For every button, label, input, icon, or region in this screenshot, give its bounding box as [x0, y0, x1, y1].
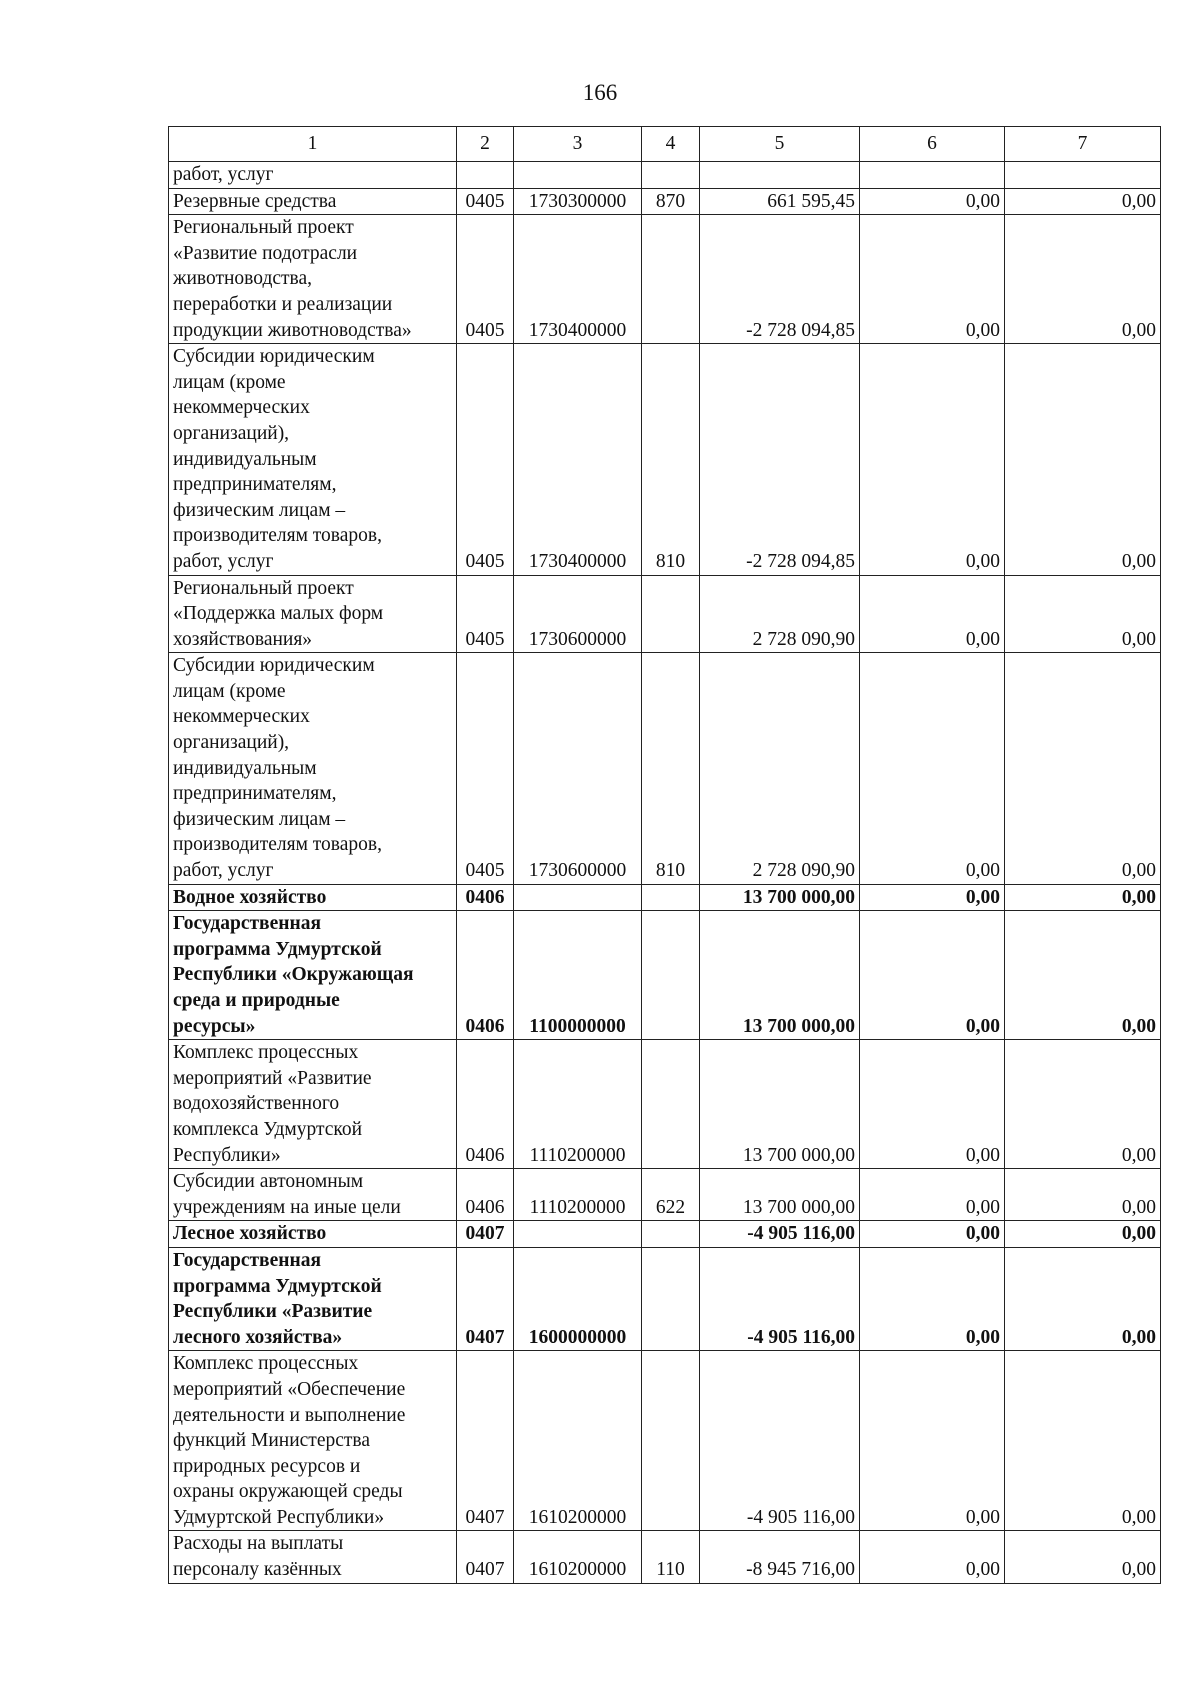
amount-cell: 13 700 000,00: [700, 911, 860, 1040]
amount-col7-cell: 0,00: [1005, 911, 1161, 1040]
section-code-cell: 0406: [457, 1040, 514, 1169]
column-header-2: 2: [457, 127, 514, 162]
amount-col7-cell: 0,00: [1005, 344, 1161, 575]
amount-col7-cell: 0,00: [1005, 1531, 1161, 1583]
section-code-cell: 0405: [457, 188, 514, 215]
table-row: [169, 575, 1161, 653]
amount-col6-cell: 0,00: [860, 1221, 1005, 1248]
amount-col6-cell: 0,00: [860, 188, 1005, 215]
table-row: [169, 653, 1161, 884]
amount-cell: 661 595,45: [700, 188, 860, 215]
expense-type-cell: 622: [642, 1169, 700, 1221]
column-header-4: 4: [642, 127, 700, 162]
expense-type-cell: [642, 1247, 700, 1350]
table-row: [169, 344, 1161, 575]
expense-type-cell: [642, 1351, 700, 1531]
section-code-cell: 0407: [457, 1531, 514, 1583]
column-header-6: 6: [860, 127, 1005, 162]
table-header-row: [169, 127, 1161, 162]
section-code-cell: 0407: [457, 1247, 514, 1350]
expense-type-cell: 810: [642, 653, 700, 884]
amount-cell: 2 728 090,90: [700, 653, 860, 884]
column-header-7: 7: [1005, 127, 1161, 162]
row-name-cell: Расходы на выплаты персоналу казённых: [169, 1531, 457, 1583]
amount-col6-cell: 0,00: [860, 215, 1005, 344]
target-code-cell: 1730600000: [514, 575, 642, 653]
table-row: [169, 1221, 1161, 1248]
target-code-cell: 1610200000: [514, 1531, 642, 1583]
row-name-cell: Резервные средства: [169, 188, 457, 215]
target-code-cell: 1110200000: [514, 1169, 642, 1221]
amount-cell: 13 700 000,00: [700, 1169, 860, 1221]
amount-cell: -2 728 094,85: [700, 215, 860, 344]
amount-col7-cell: 0,00: [1005, 1040, 1161, 1169]
table-row: [169, 1247, 1161, 1350]
target-code-cell: 1730400000: [514, 344, 642, 575]
table-row: [169, 884, 1161, 911]
row-name-cell: Государственная программа Удмуртской Республики «Развитие лесного хозяйства»: [169, 1247, 457, 1350]
row-name-cell: Региональный проект «Поддержка малых форм хозяйствования»: [169, 575, 457, 653]
amount-col7-cell: 0,00: [1005, 1351, 1161, 1531]
amount-cell: -4 905 116,00: [700, 1247, 860, 1350]
section-code-cell: 0405: [457, 215, 514, 344]
target-code-cell: 1100000000: [514, 911, 642, 1040]
amount-col6-cell: 0,00: [860, 884, 1005, 911]
row-name-cell: Субсидии автономным учреждениям на иные цели: [169, 1169, 457, 1221]
amount-col7-cell: 0,00: [1005, 1169, 1161, 1221]
expense-type-cell: [642, 884, 700, 911]
section-code-cell: [457, 162, 514, 189]
target-code-cell: [514, 1221, 642, 1248]
section-code-cell: 0405: [457, 344, 514, 575]
section-code-cell: 0407: [457, 1221, 514, 1248]
section-code-cell: 0405: [457, 575, 514, 653]
amount-col6-cell: 0,00: [860, 1247, 1005, 1350]
amount-col7-cell: 0,00: [1005, 1247, 1161, 1350]
column-header-3: 3: [514, 127, 642, 162]
amount-col6-cell: 0,00: [860, 344, 1005, 575]
target-code-cell: 1730300000: [514, 188, 642, 215]
amount-col6-cell: 0,00: [860, 1169, 1005, 1221]
page-number: 166: [582, 80, 618, 105]
row-name-cell: Субсидии юридическим лицам (кроме некоммерческих организаций), индивидуальным предпринимателям, физическим лицам – производителям товаров, работ, услуг: [169, 344, 457, 575]
row-name-cell: Региональный проект «Развитие подотрасли животноводства, переработки и реализации продукции животноводства»: [169, 215, 457, 344]
section-code-cell: 0406: [457, 1169, 514, 1221]
amount-cell: 13 700 000,00: [700, 1040, 860, 1169]
amount-col7-cell: 0,00: [1005, 188, 1161, 215]
amount-cell: -4 905 116,00: [700, 1351, 860, 1531]
amount-col7-cell: 0,00: [1005, 653, 1161, 884]
row-name-cell: Государственная программа Удмуртской Республики «Окружающая среда и природные ресурсы»: [169, 911, 457, 1040]
expense-type-cell: 870: [642, 188, 700, 215]
expense-type-cell: [642, 215, 700, 344]
row-name-cell: Лесное хозяйство: [169, 1221, 457, 1248]
amount-col7-cell: 0,00: [1005, 215, 1161, 344]
table-row: [169, 1351, 1161, 1531]
target-code-cell: [514, 884, 642, 911]
section-code-cell: 0406: [457, 884, 514, 911]
amount-cell: -2 728 094,85: [700, 344, 860, 575]
expense-type-cell: [642, 1221, 700, 1248]
amount-cell: -8 945 716,00: [700, 1531, 860, 1583]
column-header-1: 1: [169, 127, 457, 162]
section-code-cell: 0405: [457, 653, 514, 884]
target-code-cell: 1730400000: [514, 215, 642, 344]
row-name-cell: Субсидии юридическим лицам (кроме некоммерческих организаций), индивидуальным предпринимателям, физическим лицам – производителям товаров, работ, услуг: [169, 653, 457, 884]
amount-col7-cell: 0,00: [1005, 884, 1161, 911]
table-row: [169, 215, 1161, 344]
amount-cell: 2 728 090,90: [700, 575, 860, 653]
expense-type-cell: 810: [642, 344, 700, 575]
table-row: [169, 188, 1161, 215]
amount-col6-cell: 0,00: [860, 911, 1005, 1040]
expense-type-cell: [642, 911, 700, 1040]
amount-col7-cell: 0,00: [1005, 1221, 1161, 1248]
target-code-cell: 1600000000: [514, 1247, 642, 1350]
target-code-cell: 1730600000: [514, 653, 642, 884]
table-row: [169, 1531, 1161, 1583]
amount-cell: -4 905 116,00: [700, 1221, 860, 1248]
amount-col6-cell: 0,00: [860, 1040, 1005, 1169]
row-name-cell: Водное хозяйство: [169, 884, 457, 911]
expense-type-cell: [642, 162, 700, 189]
table-row: [169, 1169, 1161, 1221]
table-body: [169, 162, 1161, 1584]
expense-type-cell: [642, 575, 700, 653]
expense-type-cell: [642, 1040, 700, 1169]
amount-cell: 13 700 000,00: [700, 884, 860, 911]
amount-col7-cell: [1005, 162, 1161, 189]
section-code-cell: 0407: [457, 1351, 514, 1531]
row-name-cell: Комплекс процессных мероприятий «Обеспечение деятельности и выполнение функций Министерства природных ресурсов и охраны окружающей среды Удмуртской Республики»: [169, 1351, 457, 1531]
target-code-cell: 1610200000: [514, 1351, 642, 1531]
amount-col6-cell: 0,00: [860, 653, 1005, 884]
section-code-cell: 0406: [457, 911, 514, 1040]
amount-cell: [700, 162, 860, 189]
column-header-5: 5: [700, 127, 860, 162]
row-name-cell: работ, услуг: [169, 162, 457, 189]
amount-col6-cell: [860, 162, 1005, 189]
budget-table: [168, 126, 1161, 1584]
target-code-cell: 1110200000: [514, 1040, 642, 1169]
expense-type-cell: 110: [642, 1531, 700, 1583]
amount-col7-cell: 0,00: [1005, 575, 1161, 653]
amount-col6-cell: 0,00: [860, 1351, 1005, 1531]
amount-col6-cell: 0,00: [860, 1531, 1005, 1583]
table-row: [169, 162, 1161, 189]
table-row: [169, 1040, 1161, 1169]
target-code-cell: [514, 162, 642, 189]
amount-col6-cell: 0,00: [860, 575, 1005, 653]
row-name-cell: Комплекс процессных мероприятий «Развитие водохозяйственного комплекса Удмуртской Республики»: [169, 1040, 457, 1169]
table-row: [169, 911, 1161, 1040]
